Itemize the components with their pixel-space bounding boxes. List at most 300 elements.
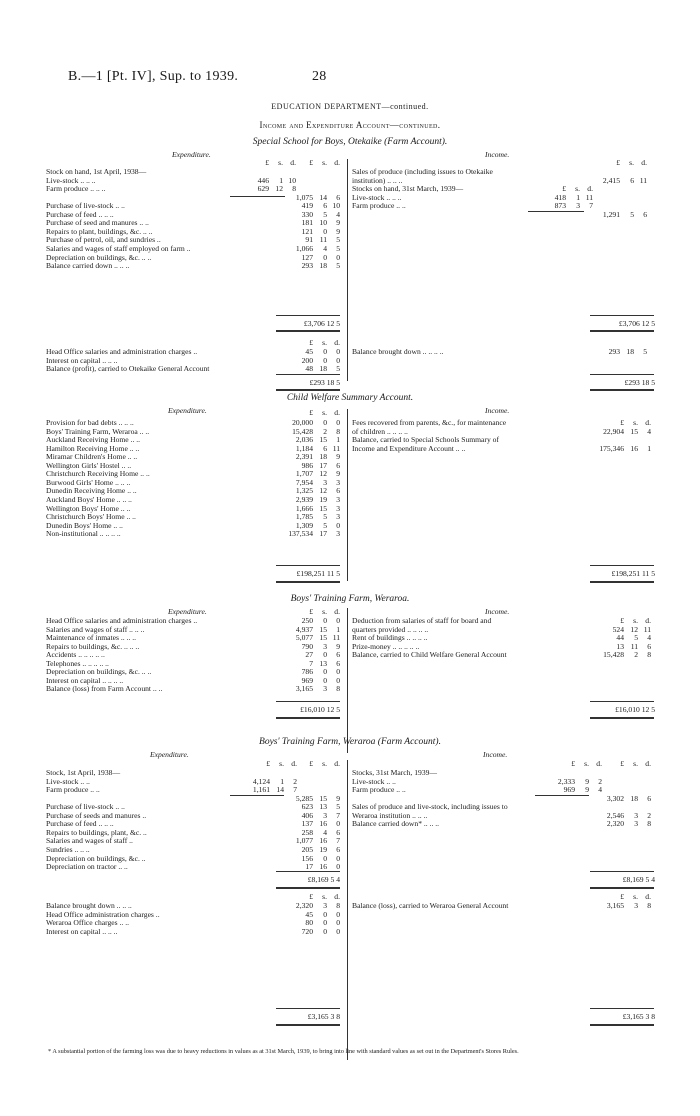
inc-row-total-shillings: 5 bbox=[630, 209, 634, 219]
exp-row-total-pounds: 156 bbox=[301, 853, 313, 863]
inc-head-pence: d. bbox=[645, 418, 651, 427]
section-title: Special School for Boys, Otekaike (Farm Account). bbox=[252, 137, 448, 147]
exp-double-rule bbox=[276, 717, 340, 719]
exp-row-label: Head Office salaries and administration charges .. bbox=[46, 616, 198, 625]
inc-row-total-shillings: 3 bbox=[634, 810, 638, 820]
exp-row-total-pence: 5 bbox=[336, 243, 340, 253]
footnote: * A substantial portion of the farming loss was due to heavy reductions in values as at 31st March, 1939, to bring into line with standard values as set out in the Department's Stores Rules. bbox=[48, 1048, 519, 1055]
exp-row-total-shillings: 18 bbox=[319, 261, 327, 271]
expenditure-head: Expenditure. bbox=[150, 750, 189, 759]
exp-row-total-pounds: 17 bbox=[305, 862, 313, 872]
inc-head-shillings: s. bbox=[633, 616, 638, 625]
inc2-row-total-shillings: 18 bbox=[626, 347, 634, 356]
exp-row-total-pence: 0 bbox=[336, 616, 340, 625]
inc-grand-total: £198,251 11 5 bbox=[611, 569, 655, 578]
exp-total-head-pounds: £ bbox=[309, 158, 313, 167]
exp-grand-total: £198,251 11 5 bbox=[296, 569, 340, 578]
exp-row-total-pence: 0 bbox=[336, 819, 340, 829]
exp-row-total-pence: 10 bbox=[332, 201, 340, 211]
exp-row-label: Purchase of feed .. .. .. bbox=[46, 209, 114, 219]
exp-row-total-shillings: 11 bbox=[319, 235, 327, 245]
exp2-row-total-shillings: 0 bbox=[323, 918, 327, 928]
exp-row-total-shillings: 15 bbox=[319, 624, 327, 634]
inc-row-label: Farm produce .. .. bbox=[352, 201, 406, 211]
income-head: Income. bbox=[483, 750, 508, 759]
exp-total-head-shillings: s. bbox=[322, 759, 327, 768]
inc-row-total-pence: 8 bbox=[647, 650, 651, 660]
exp-row-total-pence: 6 bbox=[336, 844, 340, 854]
exp-row-total-shillings: 0 bbox=[323, 675, 327, 685]
exp-head-pounds: £ bbox=[309, 408, 313, 417]
inc-row-total-pounds: 44 bbox=[616, 633, 624, 643]
inc-row-total-pence: 6 bbox=[647, 793, 651, 803]
exp-row-label: Stock, 1st April, 1938— bbox=[46, 768, 121, 777]
exp-row-sub-pounds: 446 bbox=[257, 175, 269, 185]
exp-sub-head-pence: d. bbox=[291, 759, 297, 768]
exp2-row-total-shillings: 18 bbox=[319, 364, 327, 374]
exp-row-label: Depreciation on tractor .. .. bbox=[46, 862, 128, 872]
exp-row-total-pence: 9 bbox=[336, 218, 340, 228]
exp-row-total-shillings: 13 bbox=[319, 658, 327, 668]
exp2-row-total-pence: 0 bbox=[336, 918, 340, 928]
inc-row-label: Sales of produce and live-stock, including issues to bbox=[352, 802, 508, 812]
exp-row-total-shillings: 12 bbox=[319, 469, 327, 479]
exp-row-total-shillings: 0 bbox=[323, 226, 327, 236]
exp-row-label: Auckland Receiving Home .. .. bbox=[46, 435, 141, 445]
exp-sub-head-pence: d. bbox=[290, 158, 296, 167]
exp-row-total-shillings: 15 bbox=[319, 793, 327, 803]
exp-row-total-pounds: 2,939 bbox=[295, 494, 313, 504]
inc-row-label: Balance, carried to Child Welfare General Account bbox=[352, 650, 507, 660]
exp-row-total-shillings: 0 bbox=[323, 418, 327, 427]
exp-double-rule bbox=[276, 330, 340, 332]
inc-sum-rule bbox=[590, 871, 654, 872]
inc-head-pence: d. bbox=[645, 616, 651, 625]
exp-row-total-pence: 3 bbox=[336, 503, 340, 513]
exp-row-total-pence: 5 bbox=[336, 235, 340, 245]
inc2-double-rule bbox=[590, 389, 654, 391]
inc2-head-pounds: £ bbox=[620, 892, 624, 901]
income-head: Income. bbox=[485, 406, 510, 415]
inc-row-total-pence: 6 bbox=[643, 209, 647, 219]
exp-row-total-pounds: 623 bbox=[301, 802, 313, 812]
inc-row-total-shillings: 2 bbox=[634, 650, 638, 660]
exp-row-total-pounds: 181 bbox=[301, 218, 313, 228]
inc2-row-total-shillings: 3 bbox=[634, 901, 638, 910]
inc-row-total-shillings: 18 bbox=[630, 793, 638, 803]
exp-row-total-pence: 7 bbox=[336, 836, 340, 846]
exp-row-total-pounds: 1,184 bbox=[295, 443, 313, 453]
inc-row-sub-shillings: s. bbox=[575, 184, 580, 194]
inc-row-sub-pounds: 2,333 bbox=[557, 776, 575, 786]
page-ref: B.—1 [Pt. IV], Sup. to 1939. bbox=[68, 69, 239, 84]
inc-row-total-pounds: 13 bbox=[616, 641, 624, 651]
exp2-row-total-pounds: 45 bbox=[305, 347, 313, 356]
exp-row-total-pence: 6 bbox=[336, 650, 340, 660]
exp-row-total-pounds: 1,666 bbox=[295, 503, 313, 513]
exp2-row-total-pounds: 720 bbox=[301, 926, 313, 936]
inc-row-label: Fees recovered from parents, &c., for maintenance bbox=[352, 418, 507, 427]
exp-row-total-pence: 0 bbox=[336, 252, 340, 262]
exp-row-total-pounds: 986 bbox=[301, 460, 313, 470]
center-divider bbox=[347, 760, 348, 1060]
inc-row-label: quarters provided .. .. .. .. bbox=[352, 624, 429, 634]
exp2-row-label: Balance brought down .. .. .. bbox=[46, 901, 132, 910]
exp2-row-total-pounds: 45 bbox=[305, 909, 313, 919]
exp-row-sub-pence: 7 bbox=[293, 785, 297, 795]
exp2-row-total-pence: 5 bbox=[336, 364, 340, 374]
inc-row-sub-pounds: 873 bbox=[554, 201, 566, 211]
exp-row-total-pounds: 15,428 bbox=[292, 426, 313, 436]
exp-sub-head-pounds: £ bbox=[265, 158, 269, 167]
exp-sum-rule bbox=[276, 701, 340, 702]
exp-total-head-pence: d. bbox=[334, 158, 340, 167]
inc-row-total-pence: 1 bbox=[647, 443, 651, 453]
inc2-row-total-pence: 8 bbox=[647, 901, 651, 910]
exp-row-total-pounds: 969 bbox=[301, 675, 313, 685]
exp-row-label: Depreciation on buildings, &c. .. .. bbox=[46, 667, 152, 677]
exp-row-label: Farm produce .. .. bbox=[46, 785, 100, 795]
exp-row-label: Burwood Girls' Home .. .. .. bbox=[46, 477, 131, 487]
exp-row-label: Wellington Boys' Home .. .. bbox=[46, 503, 131, 513]
exp-row-label: Dunedin Receiving Home .. .. bbox=[46, 486, 137, 496]
exp-row-label: Stock on hand, 1st April, 1938— bbox=[46, 167, 147, 176]
exp-row-total-shillings: 15 bbox=[319, 633, 327, 643]
exp-sub-head-shillings: s. bbox=[278, 158, 283, 167]
exp-row-total-pence: 5 bbox=[336, 802, 340, 812]
inc-row-sub-pounds: 969 bbox=[563, 785, 575, 795]
inc-total-head-pence: d. bbox=[641, 158, 647, 167]
inc-row-label: Rent of buildings .. .. .. .. bbox=[352, 633, 428, 643]
exp2-row-total-pence: 8 bbox=[336, 901, 340, 910]
exp-row-total-shillings: 16 bbox=[319, 819, 327, 829]
inc-row-total-shillings: 15 bbox=[630, 426, 638, 436]
exp-row-total-pounds: 91 bbox=[305, 235, 313, 245]
exp2-head-shillings: s. bbox=[322, 338, 327, 347]
exp-row-total-pounds: 5,285 bbox=[295, 793, 313, 803]
exp-row-label: Salaries and wages of staff .. .. .. bbox=[46, 624, 145, 634]
exp-row-label: Non-institutional .. .. .. .. bbox=[46, 529, 121, 539]
exp-row-total-shillings: 0 bbox=[323, 252, 327, 262]
exp-row-total-pence: 0 bbox=[336, 853, 340, 863]
section-title: Child Welfare Summary Account. bbox=[286, 393, 414, 403]
exp-row-total-shillings: 3 bbox=[323, 684, 327, 694]
exp-row-total-pounds: 137 bbox=[301, 819, 313, 829]
exp-sub-head-pounds: £ bbox=[266, 759, 270, 768]
section-title: Boys' Training Farm, Weraroa. bbox=[290, 594, 410, 604]
inc-row-total-shillings: 11 bbox=[630, 641, 638, 651]
income-head: Income. bbox=[485, 607, 510, 616]
exp-head-shillings: s. bbox=[322, 607, 327, 616]
inc-row-label: Balance carried down* .. .. .. bbox=[352, 819, 440, 829]
exp-row-label: Boys' Training Farm, Weraroa .. .. bbox=[46, 426, 150, 436]
exp-row-total-shillings: 5 bbox=[323, 512, 327, 522]
exp2-double-rule bbox=[276, 1024, 340, 1026]
inc-grand-total: £16,010 12 5 bbox=[615, 705, 655, 714]
exp-row-total-shillings: 15 bbox=[319, 503, 327, 513]
exp2-row-label: Balance (profit), carried to Otekaike General Account bbox=[46, 364, 210, 374]
inc-row-label: Prize-money .. .. .. .. .. bbox=[352, 641, 420, 651]
exp-row-total-pence: 5 bbox=[336, 261, 340, 271]
exp-row-label: Maintenance of inmates .. .. .. bbox=[46, 633, 137, 643]
inc-row-total-pounds: 2,320 bbox=[606, 819, 624, 829]
inc-row-label: Stocks on hand, 31st March, 1939— bbox=[352, 184, 464, 194]
inc-grand-total: £8,169 5 4 bbox=[622, 875, 655, 884]
exp-row-total-pence: 9 bbox=[336, 469, 340, 479]
exp2-head-pence: d. bbox=[334, 892, 340, 901]
inc2-row-total-pounds: 3,165 bbox=[606, 901, 624, 910]
exp-row-total-shillings: 4 bbox=[323, 827, 327, 837]
exp2-row-total-pounds: 80 bbox=[305, 918, 313, 928]
exp-row-total-pence: 0 bbox=[336, 520, 340, 530]
inc-row-total-pounds: 1,291 bbox=[602, 209, 620, 219]
expenditure-head: Expenditure. bbox=[168, 406, 207, 415]
exp-head-pence: d. bbox=[334, 408, 340, 417]
inc-row-total-pounds: 15,428 bbox=[603, 650, 624, 660]
income-head: Income. bbox=[485, 150, 510, 159]
inc-sum-rule bbox=[590, 565, 654, 566]
exp-row-label: Farm produce .. .. .. bbox=[46, 184, 106, 194]
inc-double-rule bbox=[590, 330, 654, 332]
exp-row-total-pence: 0 bbox=[336, 862, 340, 872]
exp-row-total-pounds: 2,036 bbox=[295, 435, 313, 445]
exp2-row-total-pounds: 2,320 bbox=[295, 901, 313, 910]
exp-row-total-pence: 9 bbox=[336, 452, 340, 462]
exp-row-total-pence: 6 bbox=[336, 486, 340, 496]
exp-row-total-shillings: 5 bbox=[323, 520, 327, 530]
inc2-double-rule bbox=[590, 1024, 654, 1026]
section-title: Boys' Training Farm, Weraroa (Farm Account). bbox=[259, 737, 441, 747]
inc-row-label: of children .. .. .. .. bbox=[352, 426, 408, 436]
exp-subtotal-rule bbox=[230, 795, 284, 796]
exp-sub-head-shillings: s. bbox=[279, 759, 284, 768]
exp2-row-total-pence: 0 bbox=[336, 347, 340, 356]
inc-total-head-shillings: s. bbox=[633, 759, 638, 768]
exp-total-head-pounds: £ bbox=[309, 759, 313, 768]
exp-sum-rule bbox=[276, 565, 340, 566]
exp2-row-total-pounds: 200 bbox=[301, 355, 313, 365]
inc-row-total-pounds: 175,346 bbox=[599, 443, 624, 453]
exp2-row-total-shillings: 0 bbox=[323, 926, 327, 936]
inc2-row-total-pence: 5 bbox=[643, 347, 647, 356]
inc-total-head-shillings: s. bbox=[629, 158, 634, 167]
inc-head-pounds: £ bbox=[620, 418, 624, 427]
exp-head-pence: d. bbox=[334, 607, 340, 616]
exp-row-total-pence: 3 bbox=[336, 494, 340, 504]
exp-row-total-pounds: 205 bbox=[301, 844, 313, 854]
exp-row-total-pence: 9 bbox=[336, 793, 340, 803]
department-title: EDUCATION DEPARTMENT—continued. bbox=[271, 102, 429, 111]
inc-sum-rule bbox=[590, 315, 654, 316]
exp-row-total-pounds: 406 bbox=[301, 810, 313, 820]
exp-row-label: Interest on capital .. .. .. .. bbox=[46, 675, 124, 685]
exp-row-total-shillings: 3 bbox=[323, 641, 327, 651]
exp-row-total-pounds: 27 bbox=[305, 650, 313, 660]
inc2-head-shillings: s. bbox=[633, 892, 638, 901]
exp-row-total-shillings: 3 bbox=[323, 477, 327, 487]
exp-row-label: Provision for bad debts .. .. .. bbox=[46, 418, 134, 427]
exp-row-label: Salaries and wages of staff .. bbox=[46, 836, 133, 846]
inc-row-total-pence: 4 bbox=[647, 633, 651, 643]
exp-row-total-pounds: 3,165 bbox=[295, 684, 313, 694]
exp-row-label: Christchurch Receiving Home .. .. bbox=[46, 469, 150, 479]
exp-row-total-pence: 8 bbox=[336, 426, 340, 436]
exp2-head-pounds: £ bbox=[309, 892, 313, 901]
exp2-row-label: Head Office salaries and administration charges .. bbox=[46, 347, 198, 356]
exp-row-total-shillings: 12 bbox=[319, 486, 327, 496]
exp-row-total-shillings: 0 bbox=[323, 853, 327, 863]
exp-double-rule bbox=[276, 887, 340, 889]
inc-row-label: Balance, carried to Special Schools Summary of bbox=[352, 435, 499, 445]
exp2-row-label: Weraroa Office charges .. .. bbox=[46, 918, 130, 928]
expenditure-head: Expenditure. bbox=[172, 150, 211, 159]
exp-row-label: Balance (loss) from Farm Account .. .. bbox=[46, 684, 163, 694]
exp-row-total-pounds: 1,075 bbox=[295, 192, 313, 202]
exp-row-total-shillings: 19 bbox=[319, 494, 327, 504]
inc-double-rule bbox=[590, 581, 654, 583]
exp-row-label: Repairs to buildings, &c. .. .. .. bbox=[46, 641, 140, 651]
exp-row-sub-pounds: 4,124 bbox=[252, 776, 270, 786]
inc-row-label: Income and Expenditure Account .. .. bbox=[352, 443, 466, 453]
inc-row-total-pence: 11 bbox=[639, 175, 647, 185]
exp-row-total-pounds: 7,954 bbox=[295, 477, 313, 487]
inc-row-label: Live-stock .. .. .. bbox=[352, 192, 402, 202]
exp-row-label: Sundries .. .. .. bbox=[46, 844, 90, 854]
exp-row-total-shillings: 18 bbox=[319, 452, 327, 462]
exp2-double-rule bbox=[276, 389, 340, 391]
exp-row-total-pounds: 330 bbox=[301, 209, 313, 219]
exp-row-total-shillings: 3 bbox=[323, 810, 327, 820]
inc-head-shillings: s. bbox=[633, 418, 638, 427]
exp-row-total-pounds: 1,707 bbox=[295, 469, 313, 479]
exp-row-label: Hamilton Receiving Home .. .. bbox=[46, 443, 140, 453]
inc-row-sub-pence: 7 bbox=[589, 201, 593, 211]
exp-row-total-shillings: 17 bbox=[319, 529, 327, 539]
inc-sub-head-shillings: s. bbox=[584, 759, 589, 768]
exp-row-total-pounds: 1,325 bbox=[295, 486, 313, 496]
inc-sub-head-pence: d. bbox=[596, 759, 602, 768]
exp-row-total-pence: 0 bbox=[336, 667, 340, 677]
exp-row-total-shillings: 0 bbox=[323, 616, 327, 625]
exp-row-total-shillings: 5 bbox=[323, 209, 327, 219]
exp-row-total-pence: 6 bbox=[336, 658, 340, 668]
exp-row-total-pence: 11 bbox=[332, 443, 340, 453]
exp-row-total-shillings: 6 bbox=[323, 201, 327, 211]
inc-row-total-pence: 4 bbox=[647, 426, 651, 436]
exp-row-label: Balance carried down .. .. .. bbox=[46, 261, 130, 271]
exp-row-total-pounds: 1,077 bbox=[295, 836, 313, 846]
exp-row-label: Repairs to plant, buildings, &c. .. .. bbox=[46, 226, 153, 236]
exp2-row-total-shillings: 3 bbox=[323, 901, 327, 910]
exp-row-total-pence: 11 bbox=[332, 633, 340, 643]
exp-row-total-pounds: 258 bbox=[301, 827, 313, 837]
exp2-row-total-pence: 0 bbox=[336, 926, 340, 936]
exp-row-total-shillings: 16 bbox=[319, 836, 327, 846]
exp-row-label: Depreciation on buildings, &c. .. .. bbox=[46, 252, 152, 262]
exp-row-total-pence: 7 bbox=[336, 810, 340, 820]
center-divider bbox=[347, 159, 348, 381]
exp-row-label: Dunedin Boys' Home .. .. bbox=[46, 520, 123, 530]
exp-row-total-pounds: 127 bbox=[301, 252, 313, 262]
exp2-head-pounds: £ bbox=[309, 338, 313, 347]
inc-double-rule bbox=[590, 717, 654, 719]
exp-row-total-pence: 9 bbox=[336, 226, 340, 236]
exp2-row-label: Head Office administration charges .. bbox=[46, 909, 160, 919]
exp-row-sub-shillings: 12 bbox=[275, 184, 283, 194]
exp-head-shillings: s. bbox=[322, 408, 327, 417]
inc-row-sub-shillings: 3 bbox=[576, 201, 580, 211]
exp-row-label: Salaries and wages of staff employed on farm .. bbox=[46, 243, 191, 253]
exp-row-total-shillings: 0 bbox=[323, 667, 327, 677]
exp-row-label: Purchase of live-stock .. .. bbox=[46, 802, 125, 812]
exp2-row-total-shillings: 0 bbox=[323, 355, 327, 365]
exp-row-total-pounds: 7 bbox=[309, 658, 313, 668]
inc-row-sub-pounds: £ bbox=[562, 184, 566, 194]
exp2-head-pence: d. bbox=[334, 338, 340, 347]
exp-row-label: Miramar Children's Home .. .. bbox=[46, 452, 138, 462]
exp-row-label: Live-stock .. .. bbox=[46, 776, 90, 786]
exp-sum-rule bbox=[276, 871, 340, 872]
inc-row-sub-pounds: 418 bbox=[554, 192, 566, 202]
exp-row-total-pounds: 293 bbox=[301, 261, 313, 271]
exp-row-sub-shillings: 1 bbox=[279, 175, 283, 185]
inc-subtotal-rule bbox=[528, 211, 584, 212]
exp-row-total-shillings: 15 bbox=[319, 435, 327, 445]
subtotal-rule bbox=[230, 196, 285, 197]
account-title: Income and Expenditure Account—continued. bbox=[259, 120, 441, 130]
exp-row-label: Depreciation on buildings, &c. .. bbox=[46, 853, 146, 863]
exp-row-label: Purchase of petrol, oil, and sundries .. bbox=[46, 235, 161, 245]
inc-row-sub-shillings: 9 bbox=[585, 785, 589, 795]
exp-row-sub-shillings: 14 bbox=[276, 785, 284, 795]
exp2-row-total-shillings: 0 bbox=[323, 909, 327, 919]
exp2-row-label: Interest on capital .. .. .. bbox=[46, 355, 118, 365]
exp-row-total-pounds: 1,785 bbox=[295, 512, 313, 522]
inc-row-total-pounds: 3,302 bbox=[606, 793, 624, 803]
exp2-grand-total: £3,165 3 8 bbox=[307, 1012, 340, 1021]
exp2-row-total-shillings: 0 bbox=[323, 347, 327, 356]
exp-row-total-pounds: 2,391 bbox=[295, 452, 313, 462]
exp-row-total-pence: 8 bbox=[336, 684, 340, 694]
exp-row-total-pounds: 790 bbox=[301, 641, 313, 651]
inc-row-label: Sales of produce (including issues to Otekaike bbox=[352, 167, 493, 176]
exp-row-total-pounds: 121 bbox=[301, 226, 313, 236]
exp-row-total-pounds: 1,066 bbox=[295, 243, 313, 253]
exp-row-total-pence: 0 bbox=[336, 418, 340, 427]
exp-row-label: Telephones .. .. .. .. .. bbox=[46, 658, 109, 668]
exp2-row-total-pence: 0 bbox=[336, 355, 340, 365]
exp-row-total-shillings: 0 bbox=[323, 650, 327, 660]
exp-row-total-pence: 1 bbox=[336, 624, 340, 634]
inc-row-total-shillings: 12 bbox=[630, 624, 638, 634]
exp-double-rule bbox=[276, 581, 340, 583]
inc-row-total-pounds: 22,904 bbox=[603, 426, 624, 436]
inc-row-sub-pence: d. bbox=[587, 184, 593, 194]
exp2-sum-rule bbox=[276, 1008, 340, 1009]
inc-grand-total: £3,706 12 5 bbox=[618, 319, 655, 328]
exp-row-label: Purchase of seeds and manures .. bbox=[46, 810, 147, 820]
inc2-grand-total: £293 18 5 bbox=[624, 378, 655, 387]
inc2-row-label: Balance brought down .. .. .. .. bbox=[352, 347, 444, 356]
exp2-head-shillings: s. bbox=[322, 892, 327, 901]
exp-row-label: Repairs to buildings, plant, &c. .. bbox=[46, 827, 147, 837]
exp-row-total-shillings: 2 bbox=[323, 426, 327, 436]
inc-row-total-pounds: 2,546 bbox=[606, 810, 624, 820]
exp2-row-total-pounds: 48 bbox=[305, 364, 313, 374]
exp-sum-rule bbox=[276, 315, 340, 316]
exp-grand-total: £8,169 5 4 bbox=[307, 875, 340, 884]
exp-row-total-shillings: 4 bbox=[323, 243, 327, 253]
